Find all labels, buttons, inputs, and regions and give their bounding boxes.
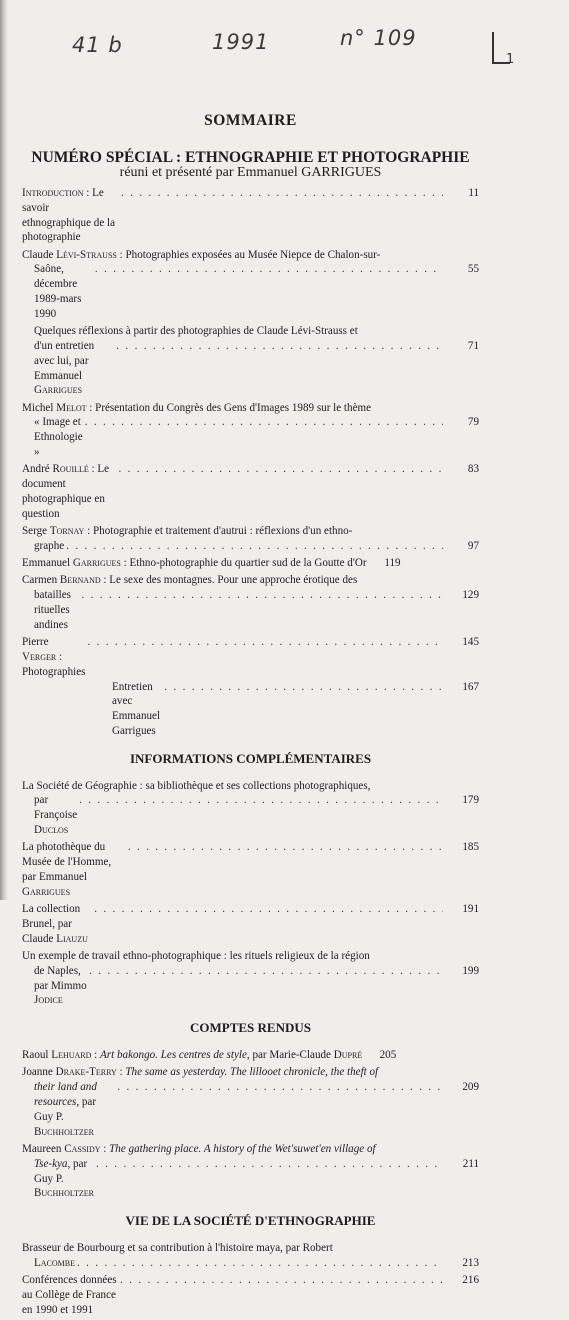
section-title-vie-societe: VIE DE LA SOCIÉTÉ D'ETHNOGRAPHIE bbox=[125, 1213, 376, 1229]
toc-entry: Conférences données au Collège de France en 1990 et 1991 . . . 216 bbox=[22, 1273, 479, 1317]
toc-entry: La collection Brunel, par Claude Liauzu . . . 191 bbox=[22, 902, 479, 946]
toc-entry: Maureen Cassidy : The gathering place. A history of the Wet'suwet'en village of Tse-kya, par Guy P. Buchholtzer . . . 211 bbox=[22, 1142, 479, 1201]
toc-entry: Pierre Verger : Photographies . . . 145 Entretien avec Emmanuel Garrigues . . . 167 bbox=[22, 635, 479, 739]
page-number: 216 bbox=[462, 1274, 479, 1287]
page-number: 83 bbox=[467, 463, 479, 476]
page-number: 167 bbox=[462, 680, 479, 693]
page-number: 213 bbox=[462, 1256, 479, 1269]
handwritten-note-issue: n° 109 bbox=[340, 26, 417, 50]
toc-entry: Raoul Lehuard : Art bakongo. Les centres de style, par Marie-Claude Dupré 205 bbox=[22, 1049, 397, 1062]
toc-entry: Emmanuel Garrigues : Ethno-photographie du quartier sud de la Goutte d'Or 119 bbox=[22, 557, 401, 570]
page-number: 71 bbox=[467, 339, 479, 352]
page-number: 97 bbox=[467, 539, 479, 552]
handwritten-corner-digit: 1 bbox=[506, 52, 515, 67]
page-number: 129 bbox=[462, 589, 479, 602]
section-title-comptes-rendus: COMPTES RENDUS bbox=[190, 1020, 311, 1036]
toc-entry: Introduction : Le savoir ethnographique de la photographie . . . 11 bbox=[22, 186, 479, 245]
toc-entry: Carmen Bernand : Le sexe des montagnes. Pour une approche érotique des batailles rituelles andines . . . 129 bbox=[22, 573, 479, 632]
section-title-informations: INFORMATIONS COMPLÉMENTAIRES bbox=[129, 750, 372, 766]
toc-entry: Michel Melot : Présentation du Congrès des Gens d'Images 1989 sur le thème « Image et Ethnologie » . . . 79 bbox=[22, 401, 479, 460]
special-issue-subtitle: réuni et présenté par Emmanuel GARRIGUES bbox=[119, 165, 382, 180]
toc-entry: Brasseur de Bourbourg et sa contribution à l'histoire maya, par Robert Lacombe . . . 213 bbox=[22, 1241, 479, 1271]
page-number: 211 bbox=[462, 1157, 479, 1170]
toc-entry: La photothèque du Musée de l'Homme, par Emmanuel Garrigues . . . 185 bbox=[22, 840, 479, 899]
toc-entry: Un exemple de travail ethno-photographique : les rituels religieux de la région de Naples, par Mimmo Jodice . . . 199 bbox=[22, 949, 479, 1008]
toc-entry: Joanne Drake-Terry : The same as yesterday. The lillooet chronicle, the theft of their land and resources, par Guy P. Buchholtzer . . . 209 bbox=[22, 1065, 479, 1139]
page-number: 79 bbox=[467, 416, 479, 429]
page-number: 11 bbox=[468, 187, 479, 199]
table-of-contents bbox=[22, 112, 479, 1320]
page-number: 55 bbox=[467, 263, 479, 276]
page-edge-shadow bbox=[0, 0, 8, 900]
page-number: 205 bbox=[379, 1049, 397, 1062]
page-number: 145 bbox=[462, 636, 479, 649]
page-title: SOMMAIRE bbox=[204, 112, 297, 129]
page-number: 179 bbox=[462, 794, 479, 807]
toc-entry: André Rouillé : Le document photographique en question . . . 83 bbox=[22, 462, 479, 521]
page-number: 199 bbox=[462, 964, 479, 977]
page-number: 191 bbox=[462, 903, 479, 916]
page-number: 209 bbox=[462, 1081, 479, 1094]
toc-entry: Claude Lévi-Strauss : Photographies exposées au Musée Niepce de Chalon-sur- Saône, décembre 1989-mars 1990 . . . 55 bbox=[22, 248, 479, 322]
page-number: 185 bbox=[462, 841, 479, 854]
handwritten-note-year: 1991 bbox=[212, 30, 270, 54]
toc-entry: Serge Tornay : Photographie et traitement d'autrui : réflexions d'un ethno- graphe . . . 97 bbox=[22, 524, 479, 554]
page-number: 119 bbox=[384, 557, 401, 570]
handwritten-note-ref: 41 b bbox=[72, 33, 123, 57]
special-issue-title: NUMÉRO SPÉCIAL : ETHNOGRAPHIE ET PHOTOGRAPHIE bbox=[31, 149, 470, 166]
toc-entry: Quelques réflexions à partir des photographies de Claude Lévi-Strauss et d'un entretien avec lui, par Emmanuel Garrigues . . . 71 bbox=[22, 324, 479, 398]
toc-entry: La Société de Géographie : sa bibliothèque et ses collections photographiques, par Françoise Duclos . . . 179 bbox=[22, 779, 479, 838]
